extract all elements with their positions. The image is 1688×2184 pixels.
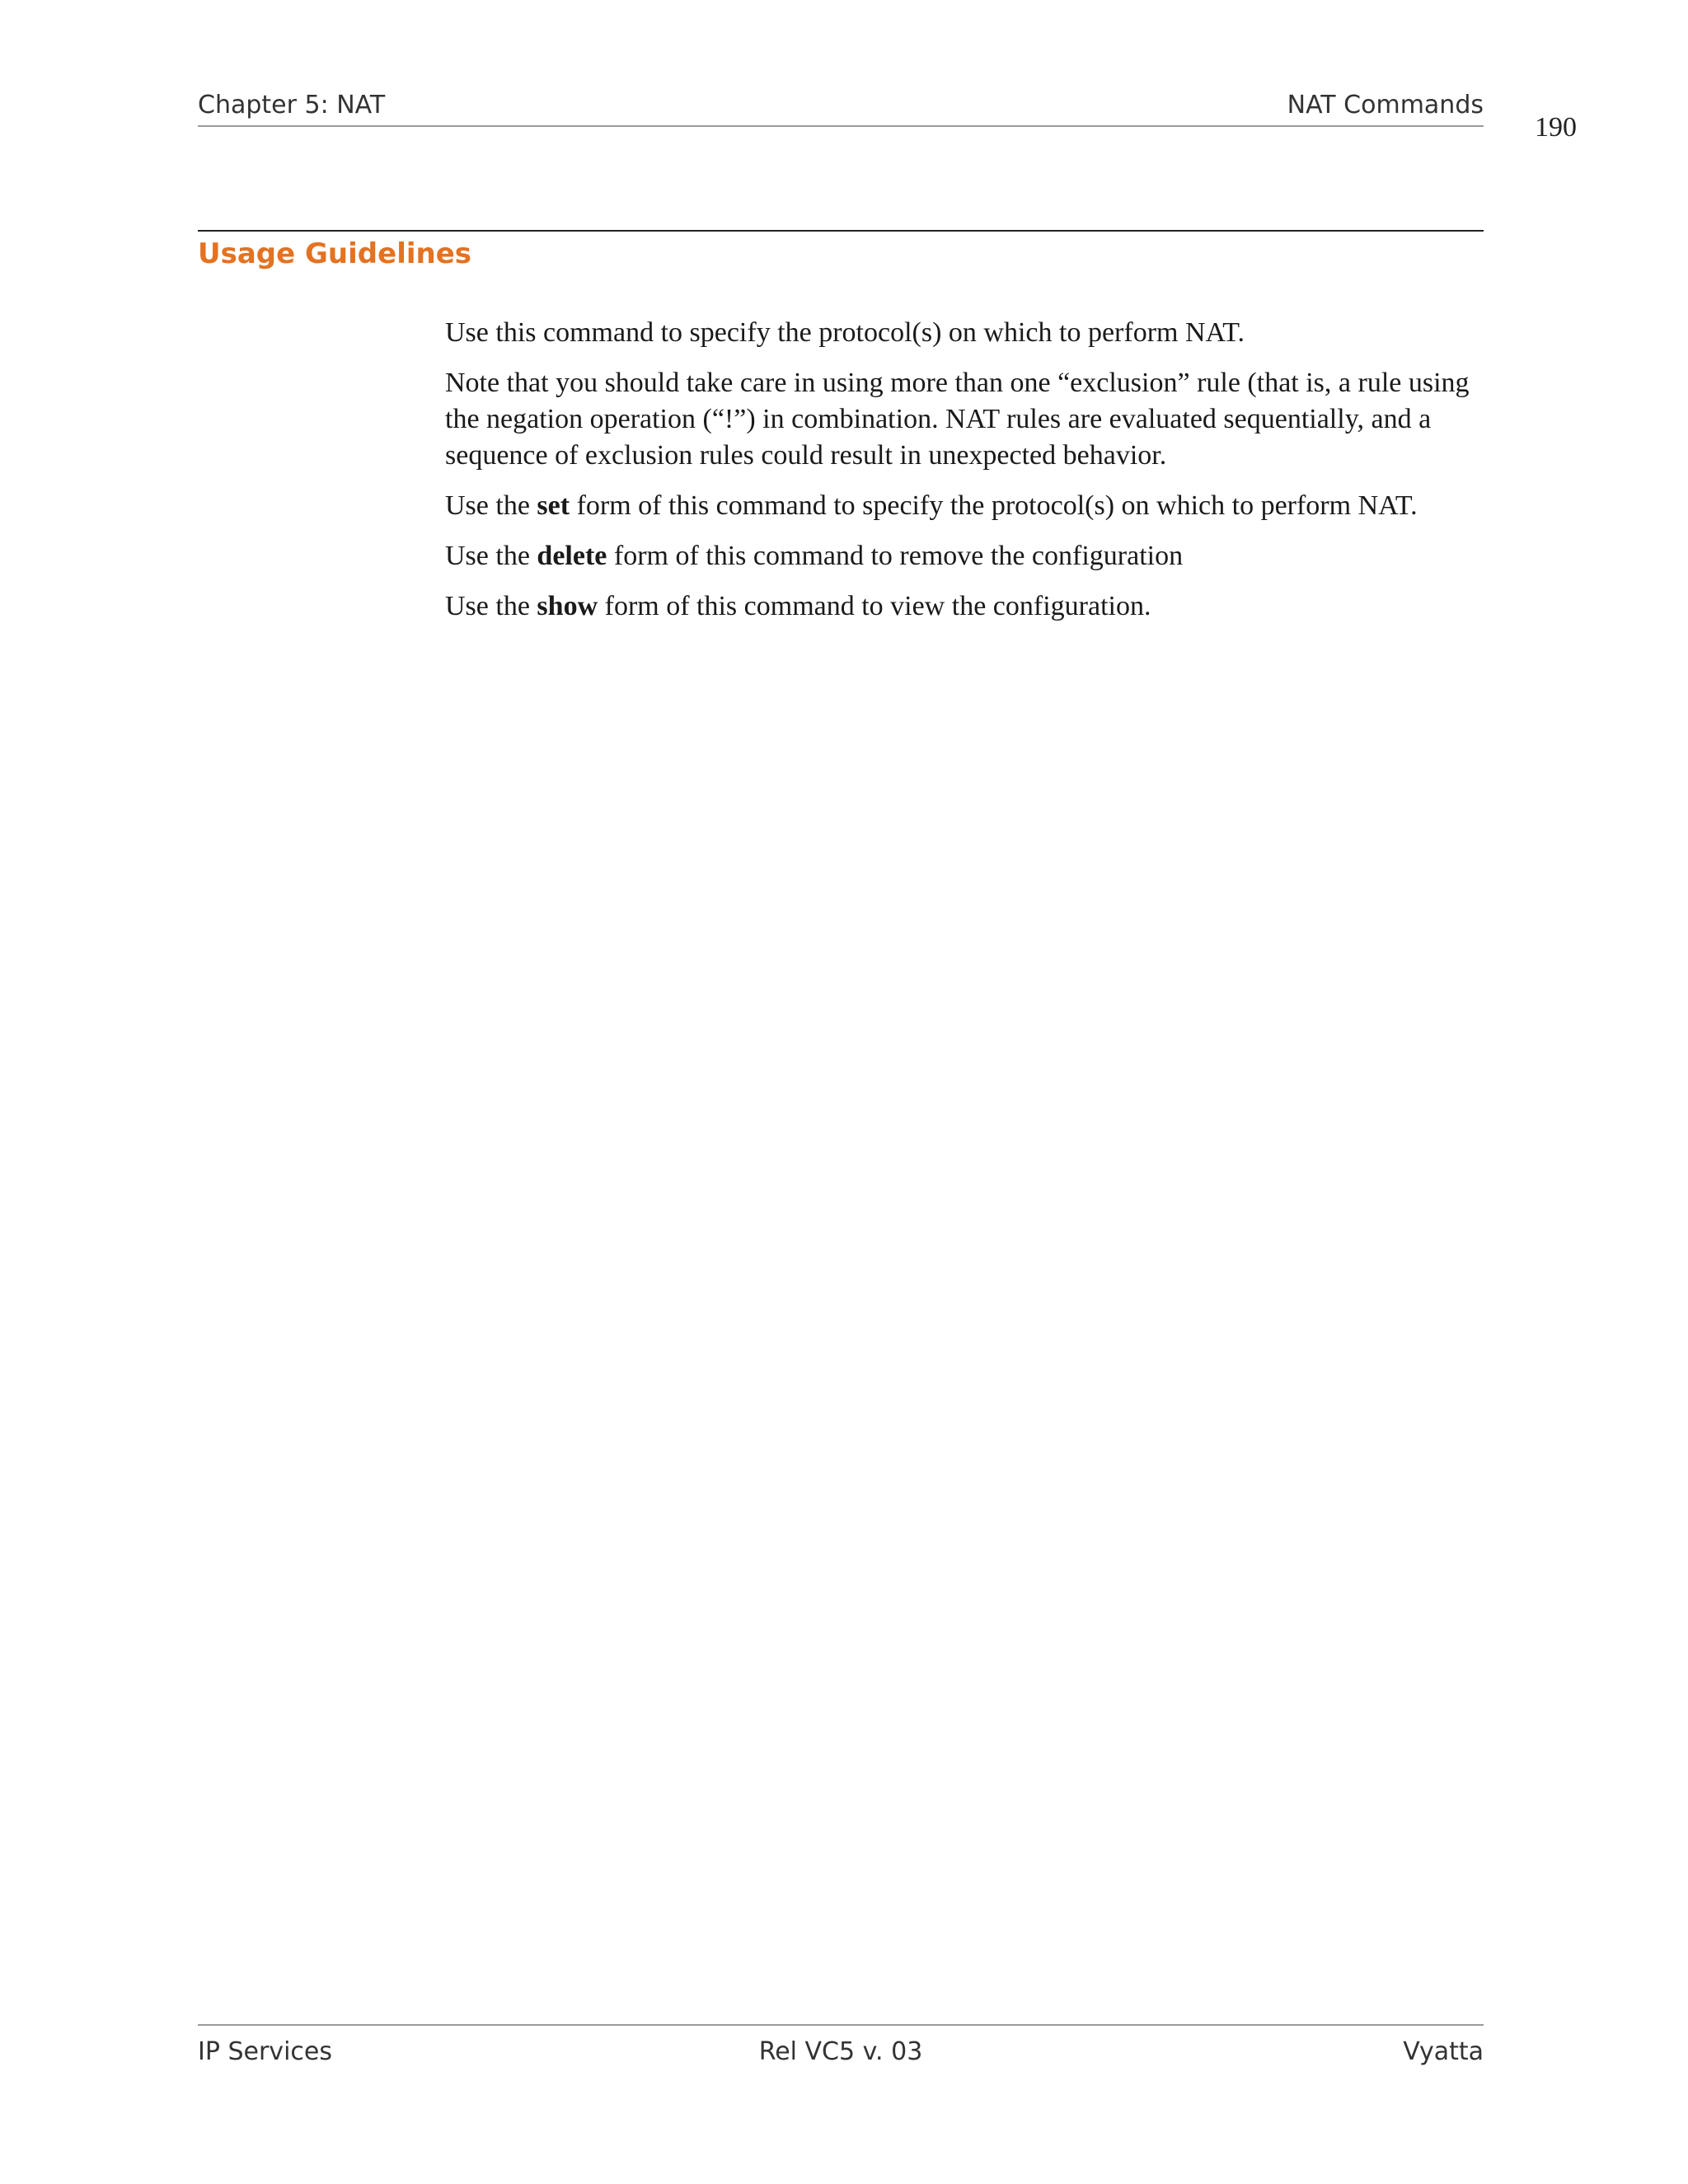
keyword-set: set bbox=[537, 490, 570, 521]
paragraph-3 bbox=[445, 488, 1485, 524]
paragraph-3-post: form of this command to specify the protocol(s) on which to perform NAT. bbox=[570, 490, 1418, 521]
page-header bbox=[198, 89, 1484, 127]
paragraph-1: Use this command to specify the protocol(s) on which to perform NAT. bbox=[445, 317, 1245, 348]
footer-product: IP Services bbox=[198, 2037, 332, 2066]
body-text bbox=[445, 315, 1485, 639]
paragraph-4-pre: Use the bbox=[445, 541, 537, 571]
paragraph-4 bbox=[445, 538, 1485, 574]
footer-company: Vyatta bbox=[1403, 2037, 1484, 2066]
page-number: 190 bbox=[1535, 112, 1577, 143]
page-footer bbox=[198, 2024, 1484, 2075]
paragraph-5 bbox=[445, 588, 1485, 625]
paragraph-5-pre: Use the bbox=[445, 591, 537, 621]
paragraph-2: Note that you should take care in using more than one “exclusion” rule (that is, a rule using the negation operation (“!”) in combination. NAT rules are evaluated sequentially, and a sequence of exclusion rules could result in unexpected behavior. bbox=[445, 368, 1470, 471]
paragraph-4-post: form of this command to remove the configuration bbox=[607, 541, 1184, 571]
section-title: Usage Guidelines bbox=[198, 237, 471, 270]
paragraph-5-post: form of this command to view the configuration. bbox=[598, 591, 1151, 621]
keyword-delete: delete bbox=[537, 541, 607, 571]
header-section: NAT Commands bbox=[1287, 91, 1484, 120]
footer-release: Rel VC5 v. 03 bbox=[758, 2037, 923, 2066]
header-chapter: Chapter 5: NAT bbox=[198, 91, 386, 120]
keyword-show: show bbox=[537, 591, 598, 621]
paragraph-3-pre: Use the bbox=[445, 490, 537, 521]
section-divider bbox=[198, 230, 1484, 232]
